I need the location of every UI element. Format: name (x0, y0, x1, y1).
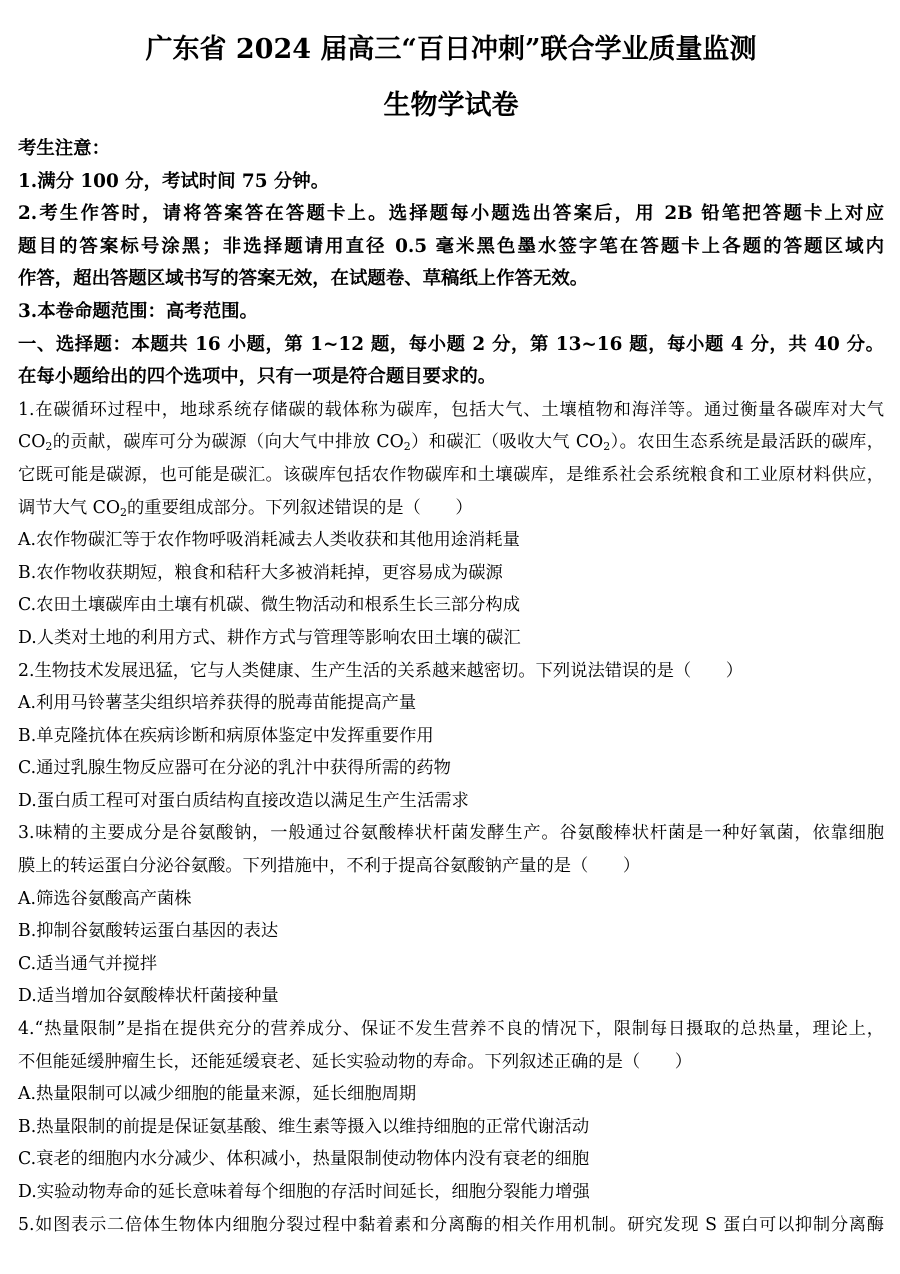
q2-stem: 2.生物技术发展迅猛，它与人类健康、生产生活的关系越来越密切。下列说法错误的是（ ） (18, 660, 744, 681)
notice-item-2-line-3: 作答，超出答题区域书写的答案无效，在试题卷、草稿纸上作答无效。 (18, 268, 589, 290)
q1-option-d: D.人类对土地的利用方式、耕作方式与管理等影响农田土壤的碳汇 (18, 627, 521, 648)
q3-stem-line-1: 3.味精的主要成分是谷氨酸钠，一般通过谷氨酸棒状杆菌发酵生产。谷氨酸棒状杆菌是一种好氧菌，依靠细胞 (18, 823, 884, 844)
q1-stem-line-2: $CO_2$的贡献，碳库可分为碳源（向大气中排放 $CO_2$）和碳汇（吸收大气 $CO_2$）。农田生态系统是最活跃的碳库， (18, 432, 884, 454)
q4-stem-line-1: 4.“热量限制”是指在提供充分的营养成分、保证不发生营养不良的情况下，限制每日摄取的总热量，理论上， (18, 1019, 884, 1040)
section-heading-line-2: 在每小题给出的四个选项中，只有一项是符合题目要求的。 (18, 366, 497, 388)
q1-stem-line-4: 调节大气 $CO_2$的重要组成部分。下列叙述错误的是（ ） (18, 497, 473, 519)
q2-option-b: B.单克隆抗体在疾病诊断和病原体鉴定中发挥重要作用 (18, 725, 434, 746)
exam-title: 广东省 2024 届高三“百日冲刺”联合学业质量监测 (145, 34, 757, 65)
notice-item-2-line-2: 题目的答案标号涂黑；非选择题请用直径 0.5 毫米黑色墨水签字笔在答题卡上各题的答题区域内 (18, 235, 884, 257)
q3-option-a: A.筛选谷氨酸高产菌株 (18, 888, 192, 909)
q1-option-c: C.农田土壤碳库由土壤有机碳、微生物活动和根系生长三部分构成 (18, 595, 520, 616)
notice-item-3: 3.本卷命题范围：高考范围。 (18, 300, 258, 322)
q1-stem-line-1: 1.在碳循环过程中，地球系统存储碳的载体称为碳库，包括大气、土壤植物和海洋等。通过衡量各碳库对大气 (18, 399, 884, 420)
q2-option-c: C.通过乳腺生物反应器可在分泌的乳汁中获得所需的药物 (18, 758, 451, 779)
q1-option-b: B.农作物收获期短，粮食和秸秆大多被消耗掉，更容易成为碳源 (18, 562, 503, 583)
q3-option-b: B.抑制谷氨酸转运蛋白基因的表达 (18, 921, 279, 942)
q4-stem-line-2: 不但能延缓肿瘤生长，还能延缓衰老、延长实验动物的寿命。下列叙述正确的是（ ） (18, 1051, 692, 1072)
q5-stem-line-1: 5.如图表示二倍体生物体内细胞分裂过程中黏着素和分离酶的相关作用机制。研究发现 S 蛋白可以抑制分离酶 (18, 1214, 884, 1235)
q2-option-a: A.利用马铃薯茎尖组织培养获得的脱毒苗能提高产量 (18, 693, 417, 714)
q4-option-a: A.热量限制可以减少细胞的能量来源，延长细胞周期 (18, 1084, 417, 1105)
section-heading-line-1: 一、选择题：本题共 16 小题，第 1~12 题，每小题 2 分，第 13~16 题，每小题 4 分，共 40 分。 (18, 333, 884, 355)
q1-option-a: A.农作物碳汇等于农作物呼吸消耗减去人类收获和其他用途消耗量 (18, 530, 520, 551)
notice-item-1: 1.满分 100 分，考试时间 75 分钟。 (18, 170, 330, 192)
exam-body (18, 133, 884, 1241)
q3-option-d: D.适当增加谷氨酸棒状杆菌接种量 (18, 986, 279, 1007)
exam-subject: 生物学试卷 (383, 90, 519, 121)
q3-option-c: C.适当通气并搅拌 (18, 953, 158, 974)
notice-item-2-line-1: 2.考生作答时，请将答案答在答题卡上。选择题每小题选出答案后，用 2B 铅笔把答题卡上对应 (18, 203, 884, 225)
q3-stem-line-2: 膜上的转运蛋白分泌谷氨酸。下列措施中，不利于提高谷氨酸钠产量的是（ ） (18, 856, 641, 877)
q1-stem-line-3: 它既可能是碳源，也可能是碳汇。该碳库包括农作物碳库和土壤碳库，是维系社会系统粮食和工业原材料供应， (18, 464, 884, 485)
q4-option-d: D.实验动物寿命的延长意味着每个细胞的存活时间延长，细胞分裂能力增强 (18, 1182, 590, 1202)
q4-option-b: B.热量限制的前提是保证氨基酸、维生素等摄入以维持细胞的正常代谢活动 (18, 1116, 590, 1137)
q4-option-c: C.衰老的细胞内水分减少、体积减小，热量限制使动物体内没有衰老的细胞 (18, 1149, 590, 1170)
q2-option-d: D.蛋白质工程可对蛋白质结构直接改造以满足生产生活需求 (18, 790, 469, 811)
notice-heading: 考生注意： (18, 138, 110, 159)
